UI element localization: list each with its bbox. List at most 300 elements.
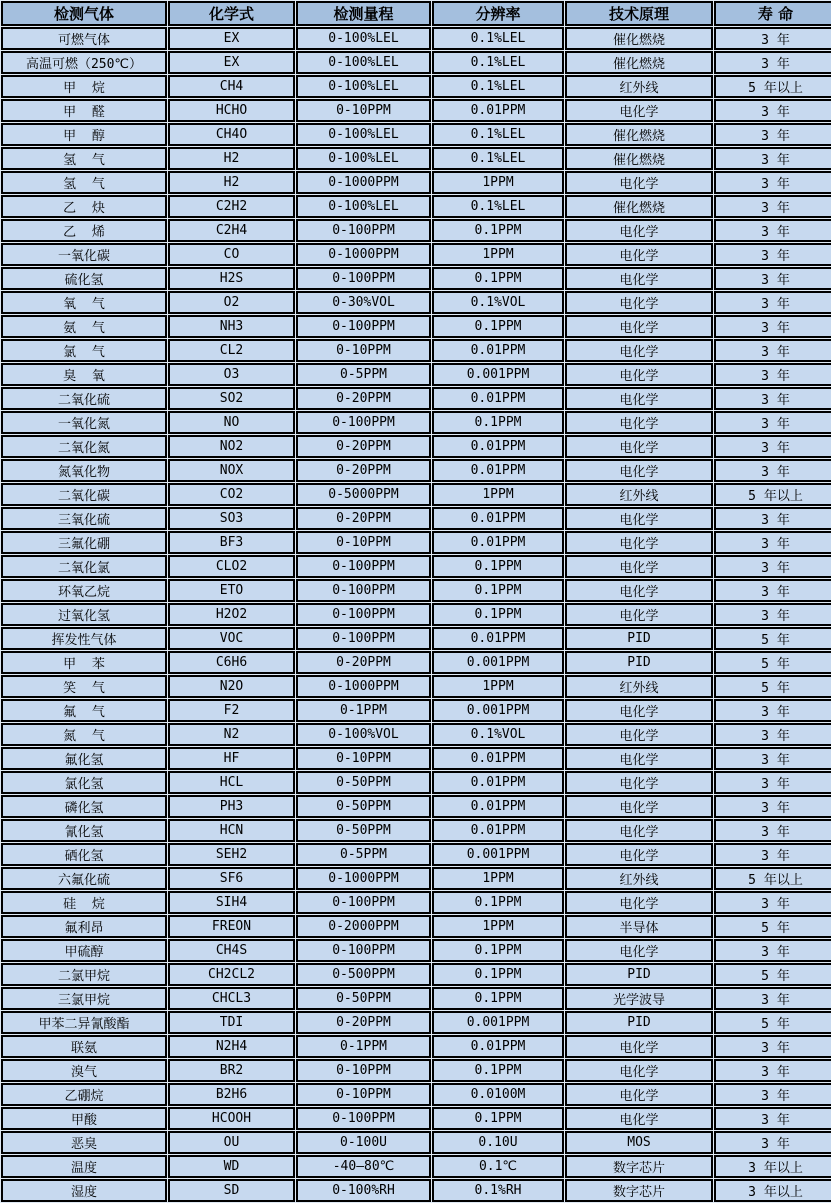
cell-principle: 电化学 (565, 699, 713, 722)
cell-lifespan: 3 年以上 (714, 1179, 831, 1202)
cell-range: 0-50PPM (296, 771, 431, 794)
cell-principle: 电化学 (565, 555, 713, 578)
cell-lifespan: 3 年 (714, 1107, 831, 1130)
cell-resolution: 0.1PPM (432, 603, 564, 626)
cell-resolution: 0.1%LEL (432, 51, 564, 74)
cell-resolution: 0.01PPM (432, 99, 564, 122)
cell-formula: CHCL3 (168, 987, 295, 1010)
cell-range: 0-20PPM (296, 507, 431, 530)
cell-lifespan: 3 年 (714, 339, 831, 362)
cell-formula: EX (168, 27, 295, 50)
cell-principle: 催化燃烧 (565, 27, 713, 50)
cell-principle: 电化学 (565, 819, 713, 842)
cell-resolution: 0.1PPM (432, 267, 564, 290)
cell-formula: H2O2 (168, 603, 295, 626)
cell-lifespan: 3 年 (714, 699, 831, 722)
column-header-range: 检测量程 (296, 1, 431, 26)
cell-formula: BF3 (168, 531, 295, 554)
cell-resolution: 0.1%LEL (432, 75, 564, 98)
cell-lifespan: 3 年 (714, 843, 831, 866)
cell-resolution: 0.1PPM (432, 315, 564, 338)
cell-range: 0-1000PPM (296, 171, 431, 194)
cell-gas: 氧 气 (1, 291, 167, 314)
cell-range: 0-100%LEL (296, 123, 431, 146)
cell-formula: H2 (168, 171, 295, 194)
cell-formula: N2 (168, 723, 295, 746)
cell-formula: SD (168, 1179, 295, 1202)
cell-resolution: 0.01PPM (432, 507, 564, 530)
cell-principle: 电化学 (565, 267, 713, 290)
cell-principle: 电化学 (565, 747, 713, 770)
table-row (1, 1179, 831, 1202)
cell-formula: EX (168, 51, 295, 74)
cell-principle: 催化燃烧 (565, 51, 713, 74)
cell-principle: 数字芯片 (565, 1155, 713, 1178)
cell-lifespan: 3 年 (714, 771, 831, 794)
cell-principle: 电化学 (565, 363, 713, 386)
cell-range: 0-500PPM (296, 963, 431, 986)
cell-lifespan: 3 年 (714, 387, 831, 410)
cell-lifespan: 3 年 (714, 291, 831, 314)
cell-principle: 电化学 (565, 291, 713, 314)
cell-resolution: 0.01PPM (432, 771, 564, 794)
cell-resolution: 0.1%LEL (432, 123, 564, 146)
cell-range: 0-100%VOL (296, 723, 431, 746)
cell-formula: CH2CL2 (168, 963, 295, 986)
cell-formula: TDI (168, 1011, 295, 1034)
cell-resolution: 0.1PPM (432, 987, 564, 1010)
cell-principle: 电化学 (565, 99, 713, 122)
cell-range: 0-100%LEL (296, 75, 431, 98)
cell-resolution: 1PPM (432, 867, 564, 890)
table-row (1, 99, 831, 122)
table-row (1, 963, 831, 986)
cell-resolution: 0.01PPM (432, 747, 564, 770)
table-row (1, 507, 831, 530)
cell-gas: 笑 气 (1, 675, 167, 698)
table-row (1, 459, 831, 482)
cell-range: 0-20PPM (296, 387, 431, 410)
cell-gas: 乙 炔 (1, 195, 167, 218)
table-header-row (1, 1, 831, 26)
table-row (1, 1155, 831, 1178)
cell-gas: 甲 苯 (1, 651, 167, 674)
cell-lifespan: 3 年 (714, 603, 831, 626)
table-row (1, 867, 831, 890)
cell-gas: 二氯甲烷 (1, 963, 167, 986)
cell-lifespan: 3 年 (714, 435, 831, 458)
cell-range: 0-10PPM (296, 339, 431, 362)
cell-principle: 电化学 (565, 435, 713, 458)
cell-gas: 过氧化氢 (1, 603, 167, 626)
cell-lifespan: 5 年 (714, 651, 831, 674)
cell-formula: H2S (168, 267, 295, 290)
cell-formula: HCHO (168, 99, 295, 122)
cell-resolution: 0.1%LEL (432, 195, 564, 218)
cell-range: 0-100U (296, 1131, 431, 1154)
cell-gas: 氟 气 (1, 699, 167, 722)
cell-gas: 乙硼烷 (1, 1083, 167, 1106)
cell-resolution: 0.001PPM (432, 363, 564, 386)
cell-gas: 恶臭 (1, 1131, 167, 1154)
cell-formula: NOX (168, 459, 295, 482)
cell-formula: C2H4 (168, 219, 295, 242)
column-header-principle: 技术原理 (565, 1, 713, 26)
table-row (1, 579, 831, 602)
cell-lifespan: 5 年 (714, 915, 831, 938)
table-body (1, 27, 831, 1202)
table-row (1, 435, 831, 458)
cell-lifespan: 3 年 (714, 531, 831, 554)
cell-principle: PID (565, 1011, 713, 1034)
cell-range: 0-100PPM (296, 939, 431, 962)
cell-formula: HCOOH (168, 1107, 295, 1130)
cell-principle: MOS (565, 1131, 713, 1154)
cell-gas: 磷化氢 (1, 795, 167, 818)
cell-formula: BR2 (168, 1059, 295, 1082)
cell-formula: HF (168, 747, 295, 770)
cell-range: 0-100%LEL (296, 27, 431, 50)
cell-resolution: 0.01PPM (432, 387, 564, 410)
cell-principle: 电化学 (565, 1059, 713, 1082)
cell-lifespan: 3 年 (714, 459, 831, 482)
cell-resolution: 0.1PPM (432, 411, 564, 434)
table-row (1, 939, 831, 962)
cell-range: 0-10PPM (296, 531, 431, 554)
cell-range: 0-1PPM (296, 699, 431, 722)
table-row (1, 123, 831, 146)
cell-formula: N2H4 (168, 1035, 295, 1058)
cell-resolution: 1PPM (432, 243, 564, 266)
cell-principle: 电化学 (565, 387, 713, 410)
cell-resolution: 0.1PPM (432, 1107, 564, 1130)
cell-resolution: 0.1PPM (432, 219, 564, 242)
cell-gas: 甲硫醇 (1, 939, 167, 962)
cell-resolution: 0.01PPM (432, 435, 564, 458)
cell-range: 0-30%VOL (296, 291, 431, 314)
cell-gas: 二氧化氯 (1, 555, 167, 578)
cell-gas: 甲 烷 (1, 75, 167, 98)
cell-gas: 氢 气 (1, 147, 167, 170)
cell-principle: 电化学 (565, 1107, 713, 1130)
cell-formula: OU (168, 1131, 295, 1154)
table-row (1, 483, 831, 506)
cell-range: 0-1000PPM (296, 675, 431, 698)
cell-lifespan: 3 年 (714, 747, 831, 770)
cell-principle: 电化学 (565, 771, 713, 794)
cell-formula: PH3 (168, 795, 295, 818)
table-row (1, 699, 831, 722)
cell-lifespan: 5 年以上 (714, 483, 831, 506)
cell-principle: 电化学 (565, 939, 713, 962)
cell-range: 0-50PPM (296, 819, 431, 842)
cell-lifespan: 3 年 (714, 363, 831, 386)
cell-formula: SF6 (168, 867, 295, 890)
cell-range: 0-10PPM (296, 1059, 431, 1082)
table-row (1, 819, 831, 842)
cell-lifespan: 3 年 (714, 579, 831, 602)
cell-principle: 红外线 (565, 75, 713, 98)
cell-lifespan: 3 年 (714, 819, 831, 842)
cell-lifespan: 3 年 (714, 171, 831, 194)
column-header-lifespan: 寿 命 (714, 1, 831, 26)
cell-lifespan: 5 年以上 (714, 867, 831, 890)
cell-principle: 催化燃烧 (565, 123, 713, 146)
cell-principle: 电化学 (565, 315, 713, 338)
cell-range: 0-1PPM (296, 1035, 431, 1058)
cell-gas: 氮 气 (1, 723, 167, 746)
cell-gas: 硫化氢 (1, 267, 167, 290)
cell-formula: WD (168, 1155, 295, 1178)
cell-resolution: 0.0100M (432, 1083, 564, 1106)
table-row (1, 603, 831, 626)
table-row (1, 915, 831, 938)
cell-gas: 二氧化碳 (1, 483, 167, 506)
cell-gas: 甲酸 (1, 1107, 167, 1130)
cell-range: 0-10PPM (296, 99, 431, 122)
cell-formula: NO (168, 411, 295, 434)
cell-lifespan: 3 年 (714, 555, 831, 578)
table-row (1, 891, 831, 914)
cell-range: 0-5PPM (296, 363, 431, 386)
cell-principle: 红外线 (565, 675, 713, 698)
cell-resolution: 0.1PPM (432, 939, 564, 962)
table-row (1, 339, 831, 362)
cell-range: 0-1000PPM (296, 243, 431, 266)
cell-principle: 电化学 (565, 459, 713, 482)
cell-range: 0-20PPM (296, 1011, 431, 1034)
cell-lifespan: 3 年 (714, 1059, 831, 1082)
cell-gas: 挥发性气体 (1, 627, 167, 650)
cell-range: 0-50PPM (296, 987, 431, 1010)
table-row (1, 1131, 831, 1154)
cell-resolution: 0.001PPM (432, 1011, 564, 1034)
cell-resolution: 1PPM (432, 915, 564, 938)
cell-formula: O2 (168, 291, 295, 314)
cell-gas: 氯化氢 (1, 771, 167, 794)
cell-resolution: 0.01PPM (432, 627, 564, 650)
cell-gas: 一氧化碳 (1, 243, 167, 266)
cell-gas: 湿度 (1, 1179, 167, 1202)
cell-range: 0-100PPM (296, 579, 431, 602)
table-row (1, 315, 831, 338)
cell-formula: O3 (168, 363, 295, 386)
cell-range: 0-2000PPM (296, 915, 431, 938)
table-row (1, 387, 831, 410)
cell-formula: SO2 (168, 387, 295, 410)
cell-formula: CH4 (168, 75, 295, 98)
column-header-resolution: 分辨率 (432, 1, 564, 26)
cell-lifespan: 3 年 (714, 147, 831, 170)
cell-formula: ETO (168, 579, 295, 602)
cell-gas: 温度 (1, 1155, 167, 1178)
cell-formula: N2O (168, 675, 295, 698)
cell-range: 0-20PPM (296, 459, 431, 482)
cell-resolution: 0.1PPM (432, 891, 564, 914)
cell-principle: 电化学 (565, 891, 713, 914)
cell-resolution: 1PPM (432, 483, 564, 506)
cell-resolution: 0.1%RH (432, 1179, 564, 1202)
cell-resolution: 0.1℃ (432, 1155, 564, 1178)
cell-gas: 甲苯二异氰酸酯 (1, 1011, 167, 1034)
cell-principle: 电化学 (565, 603, 713, 626)
cell-resolution: 0.01PPM (432, 1035, 564, 1058)
cell-range: 0-100PPM (296, 411, 431, 434)
cell-range: 0-5000PPM (296, 483, 431, 506)
cell-lifespan: 3 年 (714, 939, 831, 962)
cell-gas: 三氟化硼 (1, 531, 167, 554)
cell-formula: HCL (168, 771, 295, 794)
cell-lifespan: 5 年 (714, 1011, 831, 1034)
cell-range: 0-100PPM (296, 891, 431, 914)
cell-principle: 红外线 (565, 867, 713, 890)
cell-range: 0-20PPM (296, 435, 431, 458)
table-row (1, 1011, 831, 1034)
cell-resolution: 0.1PPM (432, 1059, 564, 1082)
cell-principle: 催化燃烧 (565, 195, 713, 218)
cell-range: 0-10PPM (296, 1083, 431, 1106)
cell-range: 0-5PPM (296, 843, 431, 866)
cell-range: -40—80℃ (296, 1155, 431, 1178)
cell-gas: 二氧化氮 (1, 435, 167, 458)
cell-gas: 氟利昂 (1, 915, 167, 938)
cell-gas: 乙 烯 (1, 219, 167, 242)
cell-principle: 电化学 (565, 723, 713, 746)
cell-lifespan: 3 年 (714, 723, 831, 746)
table-row (1, 75, 831, 98)
cell-range: 0-100PPM (296, 315, 431, 338)
cell-gas: 硒化氢 (1, 843, 167, 866)
cell-range: 0-100PPM (296, 627, 431, 650)
cell-gas: 氨 气 (1, 315, 167, 338)
cell-principle: 电化学 (565, 219, 713, 242)
table-row (1, 1059, 831, 1082)
cell-lifespan: 5 年 (714, 627, 831, 650)
cell-formula: CO (168, 243, 295, 266)
cell-formula: CH4O (168, 123, 295, 146)
table-row (1, 747, 831, 770)
cell-principle: PID (565, 627, 713, 650)
cell-formula: F2 (168, 699, 295, 722)
cell-resolution: 0.1PPM (432, 555, 564, 578)
cell-lifespan: 3 年 (714, 315, 831, 338)
cell-resolution: 0.01PPM (432, 819, 564, 842)
cell-formula: C2H2 (168, 195, 295, 218)
cell-lifespan: 3 年以上 (714, 1155, 831, 1178)
cell-principle: 电化学 (565, 171, 713, 194)
cell-principle: 电化学 (565, 579, 713, 602)
cell-gas: 臭 氧 (1, 363, 167, 386)
cell-gas: 氰化氢 (1, 819, 167, 842)
table-row (1, 843, 831, 866)
cell-principle: 电化学 (565, 531, 713, 554)
cell-resolution: 0.01PPM (432, 795, 564, 818)
cell-lifespan: 3 年 (714, 1035, 831, 1058)
cell-resolution: 0.001PPM (432, 699, 564, 722)
table-row (1, 411, 831, 434)
cell-lifespan: 3 年 (714, 27, 831, 50)
table-row (1, 1107, 831, 1130)
cell-range: 0-100PPM (296, 555, 431, 578)
cell-lifespan: 3 年 (714, 411, 831, 434)
table-row (1, 171, 831, 194)
cell-lifespan: 3 年 (714, 243, 831, 266)
cell-resolution: 0.001PPM (432, 651, 564, 674)
cell-formula: SIH4 (168, 891, 295, 914)
table-row (1, 987, 831, 1010)
cell-resolution: 0.1%LEL (432, 27, 564, 50)
cell-resolution: 0.1%LEL (432, 147, 564, 170)
cell-lifespan: 5 年以上 (714, 75, 831, 98)
table-row (1, 555, 831, 578)
cell-lifespan: 3 年 (714, 795, 831, 818)
cell-gas: 环氧乙烷 (1, 579, 167, 602)
cell-principle: PID (565, 963, 713, 986)
table-row (1, 627, 831, 650)
cell-resolution: 0.10U (432, 1131, 564, 1154)
cell-formula: C6H6 (168, 651, 295, 674)
cell-range: 0-100PPM (296, 267, 431, 290)
cell-range: 0-100PPM (296, 603, 431, 626)
cell-resolution: 1PPM (432, 171, 564, 194)
table-row (1, 51, 831, 74)
cell-lifespan: 3 年 (714, 123, 831, 146)
cell-principle: 电化学 (565, 507, 713, 530)
cell-lifespan: 5 年 (714, 963, 831, 986)
cell-resolution: 0.01PPM (432, 459, 564, 482)
cell-range: 0-100%LEL (296, 195, 431, 218)
cell-resolution: 0.001PPM (432, 843, 564, 866)
column-header-gas: 检测气体 (1, 1, 167, 26)
cell-formula: CH4S (168, 939, 295, 962)
cell-resolution: 1PPM (432, 675, 564, 698)
cell-gas: 甲 醛 (1, 99, 167, 122)
cell-formula: CO2 (168, 483, 295, 506)
cell-lifespan: 5 年 (714, 675, 831, 698)
cell-range: 0-100PPM (296, 219, 431, 242)
cell-principle: 电化学 (565, 411, 713, 434)
cell-formula: HCN (168, 819, 295, 842)
cell-resolution: 0.01PPM (432, 339, 564, 362)
table-row (1, 1083, 831, 1106)
table-row (1, 195, 831, 218)
cell-formula: B2H6 (168, 1083, 295, 1106)
cell-principle: 催化燃烧 (565, 147, 713, 170)
cell-gas: 三氯甲烷 (1, 987, 167, 1010)
cell-lifespan: 3 年 (714, 219, 831, 242)
table-row (1, 771, 831, 794)
cell-range: 0-100PPM (296, 1107, 431, 1130)
table-row (1, 243, 831, 266)
table-row (1, 795, 831, 818)
cell-principle: 电化学 (565, 339, 713, 362)
cell-gas: 硅 烷 (1, 891, 167, 914)
cell-principle: 红外线 (565, 483, 713, 506)
cell-lifespan: 3 年 (714, 1131, 831, 1154)
cell-range: 0-100%LEL (296, 51, 431, 74)
cell-principle: PID (565, 651, 713, 674)
cell-gas: 氮氧化物 (1, 459, 167, 482)
cell-resolution: 0.1PPM (432, 963, 564, 986)
column-header-formula: 化学式 (168, 1, 295, 26)
cell-resolution: 0.01PPM (432, 531, 564, 554)
cell-principle: 电化学 (565, 243, 713, 266)
cell-range: 0-100%LEL (296, 147, 431, 170)
cell-resolution: 0.1%VOL (432, 291, 564, 314)
cell-lifespan: 3 年 (714, 891, 831, 914)
cell-lifespan: 3 年 (714, 51, 831, 74)
table-row (1, 531, 831, 554)
